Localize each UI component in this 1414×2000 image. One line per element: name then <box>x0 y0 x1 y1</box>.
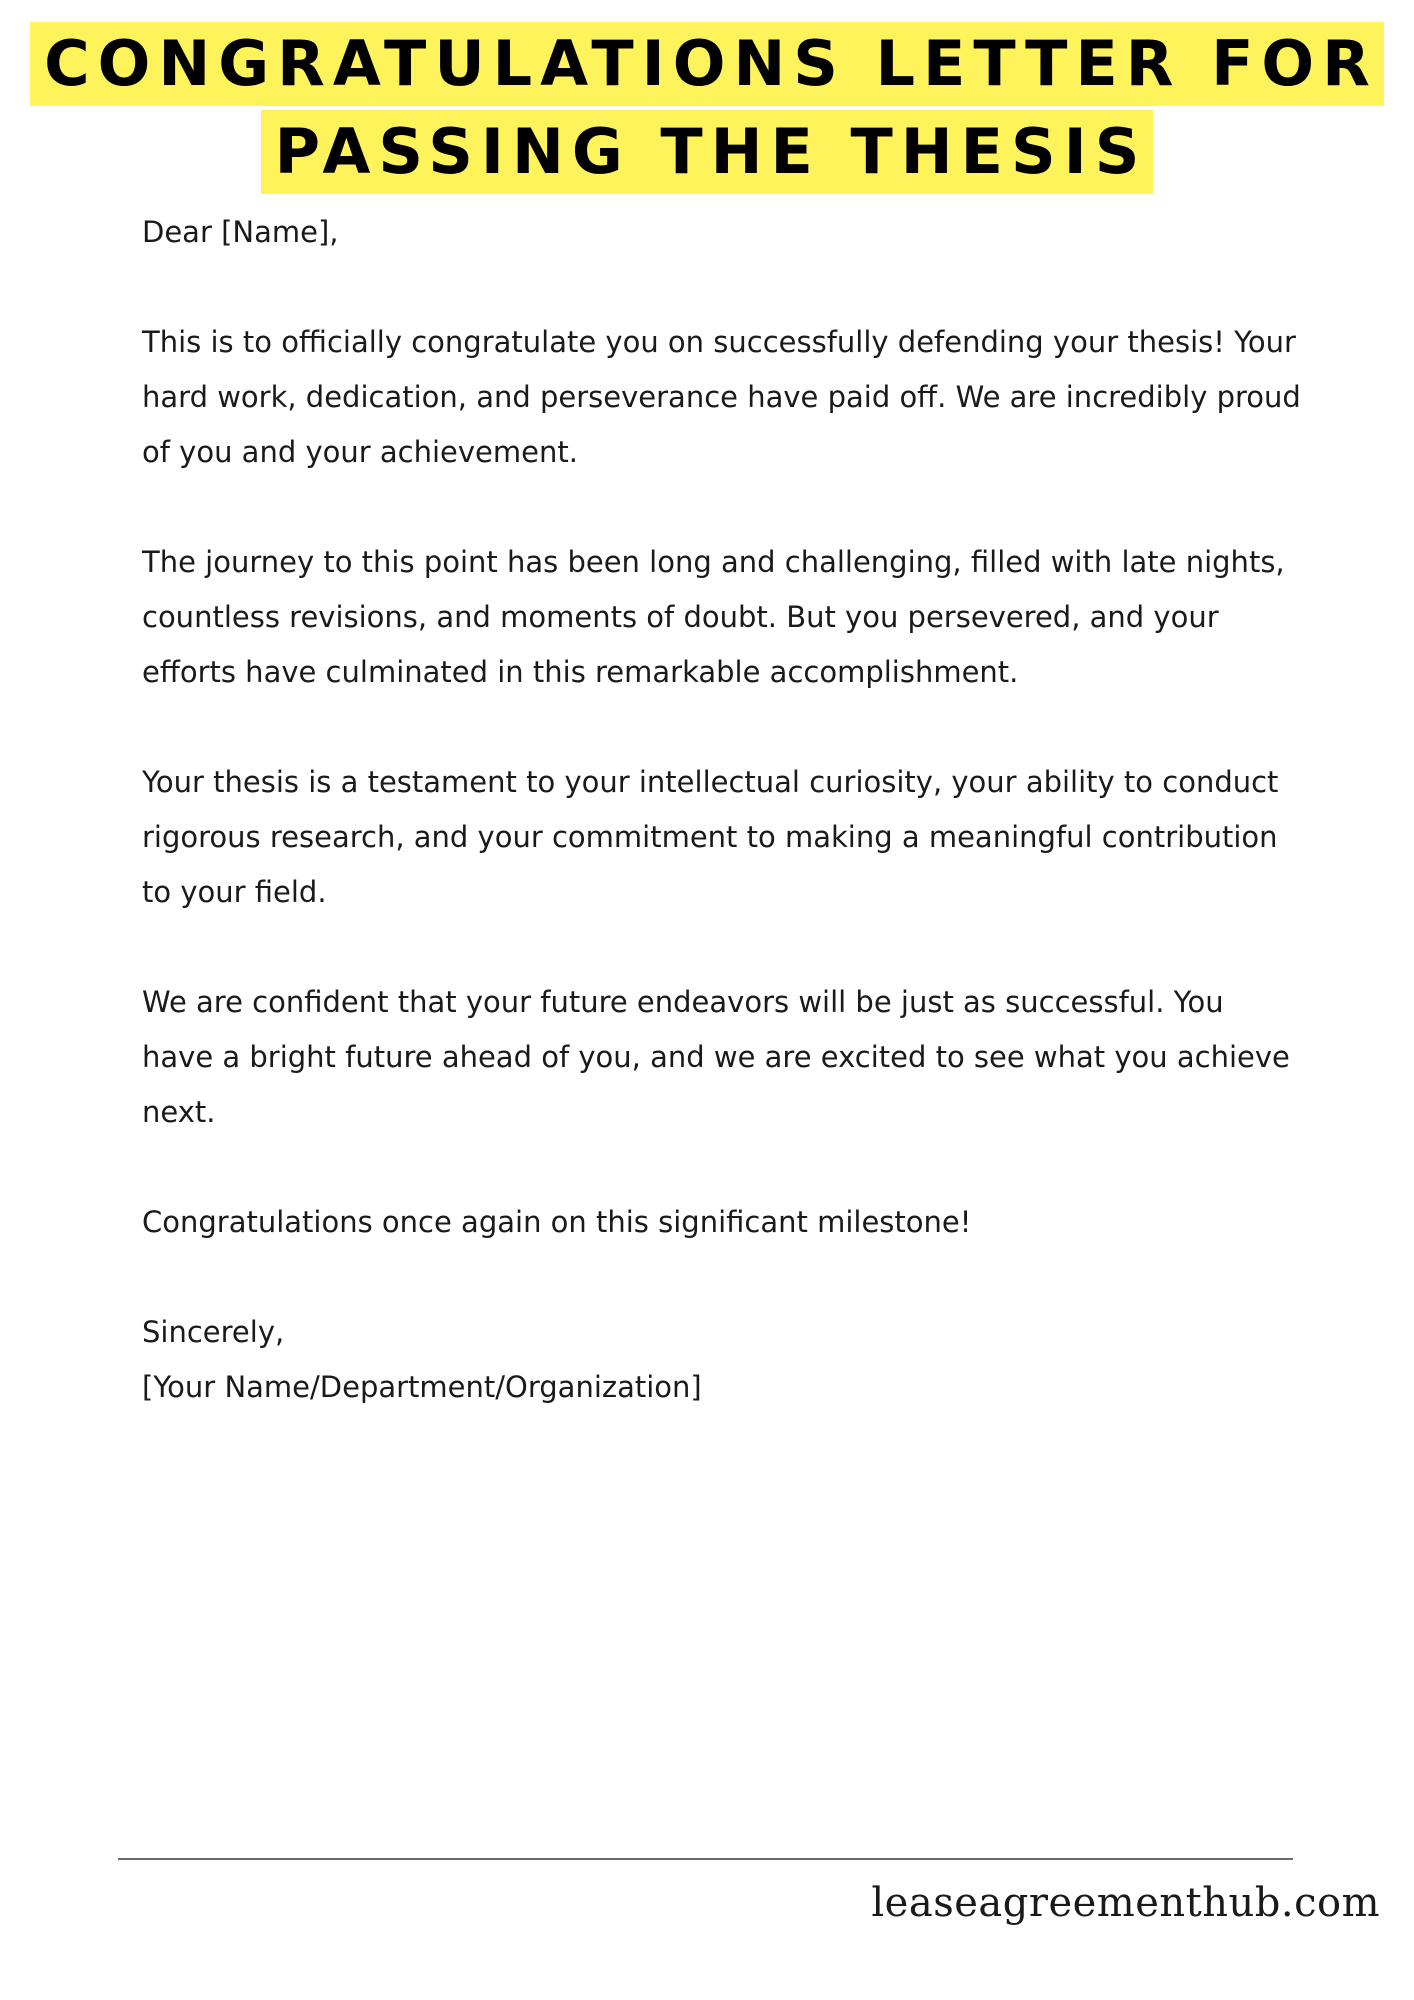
paragraph-4: We are confident that your future endeavors will be just as successful. You have a bright future ahead of you, and we are excited to see what you achieve next. <box>142 985 1290 1129</box>
signature: [Your Name/Department/Organization] <box>142 1370 702 1404</box>
paragraph-1: This is to officially congratulate you on successfully defending your thesis! Your hard work, dedication, and perseverance have paid off. We are incredibly proud of you and your achievement. <box>142 325 1301 469</box>
salutation: Dear [Name], <box>142 215 339 249</box>
closing: Sincerely, <box>142 1315 285 1349</box>
paragraph-2: The journey to this point has been long and challenging, filled with late nights, countless revisions, and moments of doubt. But you persevered, and your efforts have culminated in this remarkable accomplishment. <box>142 545 1285 689</box>
paragraph-5: Congratulations once again on this significant milestone! <box>142 1205 972 1239</box>
paragraph-3: Your thesis is a testament to your intellectual curiosity, your ability to conduct rigorous research, and your commitment to making a meaningful contribution to your field. <box>142 765 1279 909</box>
footer-website: leaseagreementhub.com <box>871 1880 1380 1926</box>
title-line-2: PASSING THE THESIS <box>261 110 1154 194</box>
title-line-1: CONGRATULATIONS LETTER FOR <box>30 22 1384 106</box>
footer-divider <box>118 1858 1293 1860</box>
document-title <box>0 22 1414 194</box>
letter-body <box>142 205 1302 1415</box>
